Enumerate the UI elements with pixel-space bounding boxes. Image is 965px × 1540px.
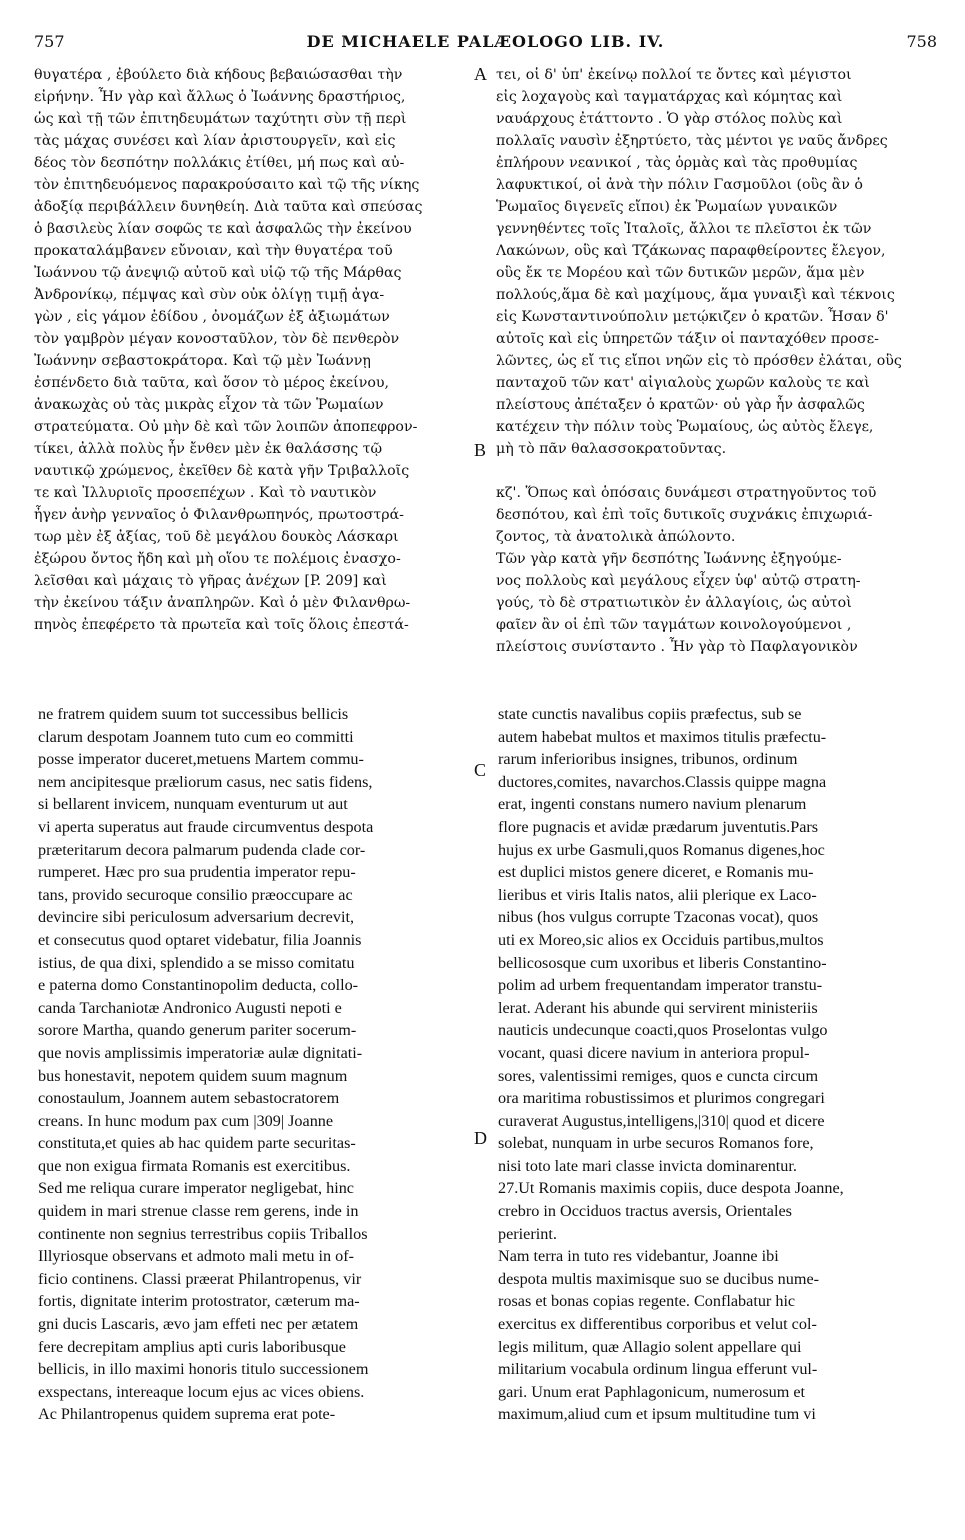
latin-text-line: quidem in mari strenue classe rem gerens, inde in [38, 1202, 359, 1221]
greek-text-line: πανταχοῦ τῶν κατ' αἰγιαλοὺς χωρῶν καλοὺς τε καὶ [496, 375, 870, 391]
greek-text-line: ἦγεν ἀνὴρ γενναῖος ὁ Φιλανθρωπηνός, πρωτοστρά- [34, 507, 404, 523]
greek-text-line: δεσπότου, καὶ ἐπὶ τοῖς δυτικοῖς συχνάκις ἐπιχωριά- [496, 507, 873, 523]
latin-text-line: ne fratrem quidem suum tot successibus bellicis [38, 705, 349, 723]
latin-text-line: Sed me reliqua curare imperator negligebat, hinc [38, 1179, 354, 1198]
latin-text-line: maximum,aliud cum et ipsum multitudine tum vi [498, 1405, 816, 1424]
latin-text-line: bus honestavit, nepotem quidem suum magnum [38, 1066, 348, 1085]
latin-text-line: sores, valentissimi remiges, quos e cuncta circum [498, 1066, 819, 1085]
greek-text-line: Ἰωάννην σεβαστοκράτορα. Καὶ τῷ μὲν Ἰωάννῃ [34, 353, 371, 369]
latin-text-line: posse imperator duceret,metuens Martem commu- [38, 750, 364, 769]
right-page-number: 758 [906, 32, 937, 51]
greek-text-line: μὴ τὸ πᾶν θαλασσοκρατοῦντας. [496, 441, 727, 457]
latin-text-line: legis militum, quæ Allagio solent appellare qui [498, 1337, 802, 1356]
latin-column-right [498, 703, 930, 1426]
latin-text-line: tans, provido securoque consilio præoccupare ac [38, 885, 353, 904]
greek-text-line: Ἰωάννου τῷ ἀνεψιῷ αὐτοῦ καὶ υἱῷ τῷ τῆς Μάρθας [34, 265, 402, 281]
greek-text-line: αὐτοῖς καὶ εἰς ὑπηρετῶν τάξιν οἱ πανταχόθεν προσε- [496, 331, 879, 347]
latin-column-left [38, 703, 470, 1426]
latin-text-line: canda Tarchaniotæ Andronico Augusti nepoti e [38, 998, 342, 1017]
greek-text-line: γὼν , εἰς γάμον ἐδίδου , ὀνομάζων ἐξ ἀξιωμάτων [34, 309, 390, 325]
greek-column-left [34, 64, 471, 636]
page-header [34, 32, 937, 56]
greek-text-line: πολλούς,ἅμα δὲ καὶ μαχίμους, ἅμα γυναιξὶ καὶ τέκνοις [496, 287, 895, 303]
latin-text-line: conostaulum, Joannem autem sebastocratorem [38, 1089, 340, 1108]
latin-text-line: nauticis undecunque coacti,quos Proselontas vulgo [498, 1021, 828, 1040]
greek-text-line [496, 460, 933, 482]
greek-text-line: εἰς Κωνσταντινούπολιν μετῴκιζεν ὁ κρατῶν. Ἦσαν δ' [496, 309, 889, 325]
greek-text-line: πλείστους ἀπέταξεν ὁ κρατῶν· οὐ γὰρ ἦν ἀσφαλῶς [496, 397, 865, 413]
latin-text-line: ductores,comites, navarchos.Classis quippe magna [498, 772, 827, 791]
latin-text-line: constituta,et quies ab hac quidem parte securitas- [38, 1134, 356, 1153]
latin-text-line: perierint. [498, 1224, 557, 1243]
greek-text-line: πλείστοις συνίσταντο . Ἦν γὰρ τὸ Παφλαγονικὸν [496, 639, 858, 655]
latin-text-line: crebro in Occiduos tractus aversis, Orientales [498, 1202, 792, 1221]
latin-text-line: despota multis maximisque suo se ducibus nume- [498, 1269, 820, 1288]
latin-text-line: et consecutus quod optaret videbatur, filia Joannis [38, 930, 362, 949]
latin-text-line: que non exigua firmata Romanis est exercitibus. [38, 1156, 351, 1175]
latin-text-line: creans. In hunc modum pax cum |309| Joanne [38, 1111, 334, 1130]
latin-text-line: ora maritima robustissimos et plurimos congregari [498, 1089, 825, 1108]
greek-text-line: γεννηθέντες τοῖς Ἰταλοῖς, ἄλλοι τε πλεῖστοι ἐκ τῶν [496, 221, 872, 237]
latin-text-line: que novis amplissimis imperatoriæ aulæ dignitati- [38, 1043, 363, 1062]
latin-text-line: Ac Philantropenus quidem suprema erat pote- [38, 1405, 336, 1424]
greek-text-line: προκαταλάμβανεν εὔνοιαν, καὶ τὴν θυγατέρα τοῦ [34, 243, 393, 259]
greek-text-line: τωρ μὲν ἐξ ἀξίας, τοῦ δὲ μεγάλου δουκὸς Λάσκαρι [34, 529, 399, 545]
latin-text-line: exspectans, intereaque locum ejus ac vices obiens. [38, 1382, 365, 1401]
latin-text-line: bellicososque cum uxoribus et liberis Constantino- [498, 953, 827, 972]
greek-text-line: Ἀνδρονίκῳ, πέμψας καὶ σὺν οὐκ ὀλίγῃ τιμῇ ἀγα- [34, 287, 385, 303]
greek-text-line: ναυτικῷ χρώμενος, ἐκεῖθεν δὲ κατὰ γῆν Τριβαλλοῖς [34, 463, 410, 479]
latin-text-line: uti ex Moreo,sic alios ex Occiduis partibus,multos [498, 930, 824, 949]
greek-text-line: ἀδοξίᾳ περιβάλλειν δυνηθείη. Διὰ ταῦτα καὶ σπεύσας [34, 199, 423, 215]
latin-text-line: fortis, dignitate interim protostrator, cæterum ma- [38, 1292, 360, 1311]
greek-text-line: λῶντες, ὡς εἴ τις εἴποι νηῶν εἰς τὸ πρόσθεν ἐλάται, οὓς [496, 353, 902, 369]
greek-text-line: τὸν γαμβρὸν μέγαν κονοσταῦλον, τὸν δὲ πενθερὸν [34, 331, 400, 347]
greek-text-line: τίκει, ἀλλὰ πολὺς ἦν ἔνθεν μὲν ἐκ θαλάσσης τῷ [34, 441, 383, 457]
latin-text-line: e paterna domo Constantinopolim deducta, collo- [38, 976, 359, 995]
greek-text-line: λαφυκτικοί, οἱ ἀνὰ τὴν πόλιν Γασμοῦλοι (οὓς ἂν ὁ [496, 177, 863, 193]
latin-text-line: ficio continens. Classi præerat Philantropenus, vir [38, 1269, 362, 1288]
greek-text-line: φαῖεν ἂν οἱ ἐπὶ τῶν ταγμάτων κοινολογούμενοι , [496, 617, 852, 633]
greek-text-line: λεῖσθαι καὶ μάχαις τὸ γῆρας ἀνέχων [P. 209] καὶ [34, 573, 387, 589]
latin-text-line: nisi toto late mari classe invicta dominarentur. [498, 1156, 797, 1175]
latin-text-line: sorore Martha, quando generum pariter socerum- [38, 1021, 357, 1040]
latin-text-line: curaverat Augustus,intelligens,|310| quod et dicere [498, 1111, 825, 1130]
latin-text-line: militarium vocabula ordinum lingua efferunt vul- [498, 1360, 818, 1379]
greek-text-line: ζοντος, τὰ ἀνατολικὰ ἀπώλοντο. [496, 529, 736, 545]
latin-text-line: nem ancipitesque præliorum casus, nec satis fidens, [38, 772, 373, 791]
left-page-number: 757 [34, 32, 65, 51]
greek-text-line: θυγατέρα , ἐβούλετο διὰ κήδους βεβαιώσασθαι τὴν [34, 67, 403, 83]
greek-text-line: οὓς ἔκ τε Μορέου καὶ τῶν δυτικῶν μερῶν, ἅμα μὲν [496, 265, 865, 281]
latin-text-line: state cunctis navalibus copiis præfectus, sub se [498, 705, 802, 723]
greek-column-right [496, 64, 933, 658]
latin-text-line: si bellarent invicem, nunquam eventurum ut aut [38, 795, 348, 814]
greek-text-line: ἐσπένδετο διὰ ταῦτα, καὶ ὅσον τὸ μέρος ἐκείνου, [34, 375, 390, 391]
greek-text-line: Ῥωμαῖος διγενεῖς εἴποι) ἐκ Ῥωμαίων γυναικῶν [496, 199, 838, 215]
latin-text-line: rumperet. Hæc pro sua prudentia imperator repu- [38, 863, 356, 882]
latin-text-line: gari. Unum erat Paphlagonicum, numerosum et [498, 1382, 806, 1401]
latin-text-line: Illyriosque observans et admoto mali metu in of- [38, 1247, 355, 1266]
margin-marker-a: A [474, 64, 487, 84]
latin-text-line: solebat, nunquam in urbe securos Romanos fore, [498, 1134, 814, 1153]
latin-text-line: istius, de qua dixi, splendido a se misso comitatu [38, 953, 355, 972]
greek-text-line: κατέχειν τὴν πόλιν τοὺς Ῥωμαίους, ὡς αὐτὸς ἔλεγε, [496, 419, 874, 435]
latin-text-line: lieribus et viris Italis natos, alii plerique ex Laco- [498, 885, 817, 904]
greek-text-line: ἀνακωχὰς οὐ τὰς μικρὰς εἶχον τὰ τῶν Ῥωμαίων [34, 397, 384, 413]
greek-text-line: ὁ βασιλεὺς λίαν σοφῶς τε καὶ ἀσφαλῶς τὴν ἐκείνου [34, 221, 412, 237]
latin-text-line: rarum inferioribus insignes, tribunos, ordinum [498, 750, 798, 769]
latin-text-line: devincire sibi periculosum adversarium decrevit, [38, 908, 354, 927]
latin-text-line: rosas et bonas copias regente. Conflabatur hic [498, 1292, 796, 1311]
greek-text-line: ναυάρχους ἐτάττοντο . Ὁ γὰρ στόλος πολὺς καὶ [496, 111, 843, 127]
greek-text-line: δέος τὸν δεσπότην πολλάκις ἐτίθει, μή πως καὶ αὐ- [34, 155, 405, 171]
margin-marker-c: C [474, 760, 487, 780]
latin-text-line: exercitus ex differentibus corporibus et velut col- [498, 1315, 817, 1334]
latin-text-line: flore pugnacis et avidæ prædarum juventutis.Pars [498, 817, 819, 836]
greek-text-line: τει, οἱ δ' ὑπ' ἐκείνῳ πολλοί τε ὄντες καὶ μέγιστοι [496, 67, 852, 83]
greek-text-line: πηνὸς ἐπεφέρετο τὰ πρωτεῖα καὶ τοῖς ὅλοις ἐπεστά- [34, 617, 409, 633]
latin-text-line: nibus (hos vulgus corrupte Tzaconas vocat), quos [498, 908, 819, 927]
latin-text-line: autem habebat multos et maximos titulis præfectu- [498, 727, 827, 746]
margin-marker-b: B [474, 440, 487, 460]
greek-text-line: τὴν ἐκείνου τάξιν ἀναπληρῶν. Καὶ ὁ μὲν Φιλανθρω- [34, 595, 411, 611]
greek-text-line: εἰρήνην. Ἦν γὰρ καὶ ἄλλως ὁ Ἰωάννης δραστήριος, [34, 89, 406, 105]
greek-text-line: ὡς καὶ τῇ τῶν ἐπιτηδευμάτων ταχύτητι σὺν τῇ περὶ [34, 111, 407, 127]
latin-text-line: gni ducis Lascaris, ævo jam effeti nec per ætatem [38, 1315, 359, 1334]
latin-text-line: clarum despotam Joannem tuto cum eo committi [38, 727, 354, 746]
latin-text-line: est duplici mistos genere diceret, e Romanis mu- [498, 863, 814, 882]
running-title: DE MICHAELE PALÆOLOGO LIB. IV. [306, 32, 665, 51]
latin-text-line: lerat. Aderant his abunde qui servirent ministeriis [498, 998, 818, 1017]
greek-text-line: κζ'. Ὅπως καὶ ὁπόσαις δυνάμεσι στρατηγοῦντος τοῦ [496, 485, 877, 501]
latin-text-line: fere decrepitam amplius apti curis laboribusque [38, 1337, 346, 1356]
latin-text-line: vi aperta superatus aut fraude circumventus despota [38, 817, 374, 836]
greek-text-line: Λακώνων, οὓς καὶ Τζάκωνας παραφθείροντες ἔλεγον, [496, 243, 886, 259]
latin-text-line: 27.Ut Romanis maximis copiis, duce despota Joanne, [498, 1179, 844, 1198]
greek-text-line: εἰς λοχαγοὺς καὶ ταγματάρχας καὶ κόμητας καὶ [496, 89, 843, 105]
greek-text-line: τε καὶ Ἰλλυριοῖς προσεπέχων . Καὶ τὸ ναυτικὸν [34, 485, 377, 501]
greek-text-line: τὰς μάχας συνέσει καὶ λίαν ἀριστουργεῖν, καὶ εἰς [34, 133, 396, 149]
latin-text-line: vocant, quasi dicere navium in anteriora propul- [498, 1043, 810, 1062]
greek-text-line: τὸν ἐπιτηδευόμενος παρακρούσαιτο καὶ τῷ τῆς νίκης [34, 177, 420, 193]
latin-text-line: præteritarum decora palmarum pudenda clade cor- [38, 840, 366, 859]
greek-text-line: στρατεύματα. Οὐ μὴν δὲ καὶ τῶν λοιπῶν ἀποπεφρον- [34, 419, 418, 435]
latin-text-line: bellicis, in illo maximi honoris titulo successionem [38, 1360, 369, 1379]
greek-text-line: πολλαῖς ναυσὶν ἐξηρτύετο, τὰς μέντοι γε ναῦς ἄνδρες [496, 133, 888, 149]
greek-text-line: Τῶν γὰρ κατὰ γῆν δεσπότης Ἰωάννης ἐξηγούμε- [496, 551, 842, 567]
greek-text-line: ἐπλήρουν νεανικοί , τὰς ὁρμὰς καὶ τὰς προθυμίας [496, 155, 858, 171]
greek-text-line: νος πολλοὺς καὶ μεγάλους εἶχεν ὑφ' αὐτῷ στρατη- [496, 573, 861, 589]
greek-text-line: ἐξώρου ὄντος ἤδη καὶ μὴ οἵου τε πολέμοις ἐνασχο- [34, 551, 401, 567]
latin-text-line: continente non segnius terrestribus copiis Triballos [38, 1224, 368, 1243]
latin-text-line: Nam terra in tuto res videbantur, Joanne ibi [498, 1247, 779, 1266]
greek-text-line: γούς, τὸ δὲ στρατιωτικὸν ἐν ἀλλαγίοις, ὡς αὐτοὶ [496, 595, 852, 611]
latin-text-line: hujus ex urbe Gasmuli,quos Romanus digenes,hoc [498, 840, 825, 859]
latin-text-line: polim ad urbem frequentandam imperator transtu- [498, 976, 823, 995]
latin-text-line: erat, ingenti constans numero navium plenarum [498, 795, 807, 814]
margin-marker-d: D [474, 1128, 487, 1148]
